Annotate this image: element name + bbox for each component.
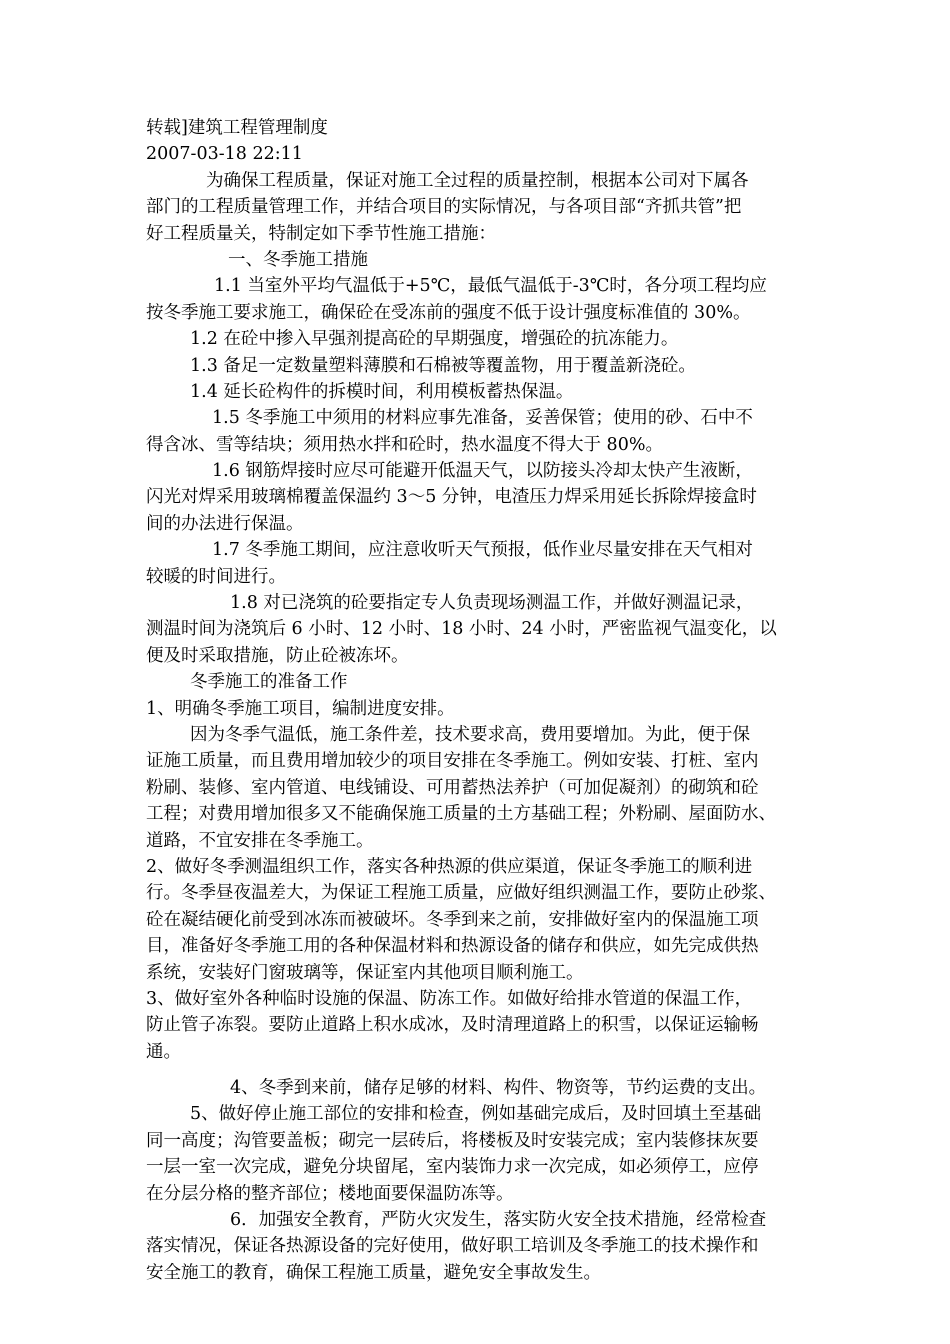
paragraph-line: 闪光对焊采用玻璃棉覆盖保温约 3～5 分钟，电渣压力焊采用延长拆除焊接盒时: [146, 487, 757, 508]
paragraph-line: 1.4 延长砼构件的拆模时间，利用模板蓄热保温。: [190, 381, 574, 402]
paragraph-line: 较暖的时间进行。: [146, 566, 286, 587]
paragraph-line: 5、做好停止施工部位的安排和检查，例如基础完成后，及时回填土至基础: [190, 1104, 762, 1125]
paragraph-line: 1.1 当室外平均气温低于+5℃，最低气温低于-3℃时，各分项工程均应: [214, 276, 767, 297]
paragraph-line: 好工程质量关，特制定如下季节性施工措施：: [146, 223, 496, 244]
paragraph-line: 行。冬季昼夜温差大，为保证工程施工质量，应做好组织测温工作，要防止砂浆、: [146, 883, 776, 904]
paragraph-line: 系统，安装好门窗玻璃等，保证室内其他项目顺利施工。: [146, 962, 584, 983]
paragraph-line: 4、冬季到来前，储存足够的材料、构件、物资等，节约运费的支出。: [230, 1078, 767, 1099]
paragraph-line: 同一高度；沟管要盖板；砌完一层砖后，将楼板及时安装完成；室内装修抹灰要: [146, 1130, 759, 1151]
paragraph-line: 砼在凝结硬化前受到冰冻而被破坏。冬季到来之前，安排做好室内的保温施工项: [146, 909, 759, 930]
paragraph-line: 2、做好冬季测温组织工作，落实各种热源的供应渠道，保证冬季施工的顺利进: [146, 856, 753, 877]
paragraph-line: 便及时采取措施，防止砼被冻坏。: [146, 645, 409, 666]
section-heading: 一、冬季施工措施: [228, 249, 368, 270]
paragraph-line: 1.7 冬季施工期间，应注意收听天气预报，低作业尽量安排在天气相对: [212, 540, 753, 561]
paragraph-line: 1.5 冬季施工中须用的材料应事先准备，妥善保管；使用的砂、石中不: [212, 408, 753, 429]
paragraph-line: 1.8 对已浇筑的砼要指定专人负责现场测温工作，并做好测温记录，: [230, 593, 754, 614]
paragraph-line: 粉刷、装修、室内管道、电线铺设、可用蓄热法养护（可加促凝剂）的砌筑和砼: [146, 777, 759, 798]
paragraph-line: 测温时间为浇筑后 6 小时、12 小时、18 小时、24 小时，严密监视气温变化，以: [146, 619, 777, 640]
paragraph-line: 安全施工的教育，确保工程施工质量，避免安全事故发生。: [146, 1262, 601, 1283]
paragraph-line: 部门的工程质量管理工作，并结合项目的实际情况，与各项目部“齐抓共管”把: [146, 197, 742, 218]
paragraph-line: 落实情况，保证各热源设备的完好使用，做好职工培训及冬季施工的技术操作和: [146, 1236, 759, 1257]
paragraph-line: 1.2 在砼中掺入早强剂提高砼的早期强度，增强砼的抗冻能力。: [190, 329, 679, 350]
paragraph-line: 道路，不宜安排在冬季施工。: [146, 830, 374, 851]
document-body: [146, 115, 811, 1286]
section-heading: 冬季施工的准备工作: [190, 672, 348, 693]
paragraph-line: 得含冰、雪等结块；须用热水拌和砼时，热水温度不得大于 80%。: [146, 434, 663, 455]
paragraph-line: 防止管子冻裂。要防止道路上积水成冰，及时清理道路上的积雪，以保证运输畅: [146, 1015, 759, 1036]
document-title: 转载]建筑工程管理制度: [146, 118, 328, 138]
document-date: 2007-03-18 22:11: [146, 144, 303, 165]
paragraph-line: 为确保工程质量，保证对施工全过程的质量控制，根据本公司对下属各: [206, 170, 749, 191]
paragraph-line: 目，准备好冬季施工用的各种保温材料和热源设备的储存和供应，如先完成供热: [146, 936, 759, 957]
paragraph-line: 1.3 备足一定数量塑料薄膜和石棉被等覆盖物，用于覆盖新浇砼。: [190, 355, 696, 376]
paragraph-line: 按冬季施工要求施工，确保砼在受冻前的强度不低于设计强度标准值的 30%。: [146, 302, 751, 323]
paragraph-line: 因为冬季气温低，施工条件差，技术要求高，费用要增加。为此，便于保: [190, 724, 750, 745]
paragraph-line: 1.6 钢筋焊接时应尽可能避开低温天气，以防接头冷却太快产生液断，: [212, 461, 753, 482]
paragraph-line: 工程；对费用增加很多又不能确保施工质量的土方基础工程；外粉刷、屋面防水、: [146, 804, 776, 825]
paragraph-line: 证施工质量，而且费用增加较少的项目安排在冬季施工。例如安装、打桩、室内: [146, 751, 759, 772]
paragraph-line: 一层一室一次完成，避免分块留尾，室内装饰力求一次完成，如必须停工，应停: [146, 1157, 759, 1178]
paragraph-line: 在分层分格的整齐部位；楼地面要保温防冻等。: [146, 1183, 514, 1204]
paragraph-line: 6．加强安全教育，严防火灾发生，落实防火安全技术措施，经常检查: [230, 1210, 767, 1231]
paragraph-line: 通。: [146, 1041, 181, 1062]
paragraph-line: 3、做好室外各种临时设施的保温、防冻工作。如做好给排水管道的保温工作，: [146, 988, 753, 1009]
paragraph-line: 1、明确冬季施工项目，编制进度安排。: [146, 698, 455, 719]
paragraph-line: 间的办法进行保温。: [146, 513, 304, 534]
